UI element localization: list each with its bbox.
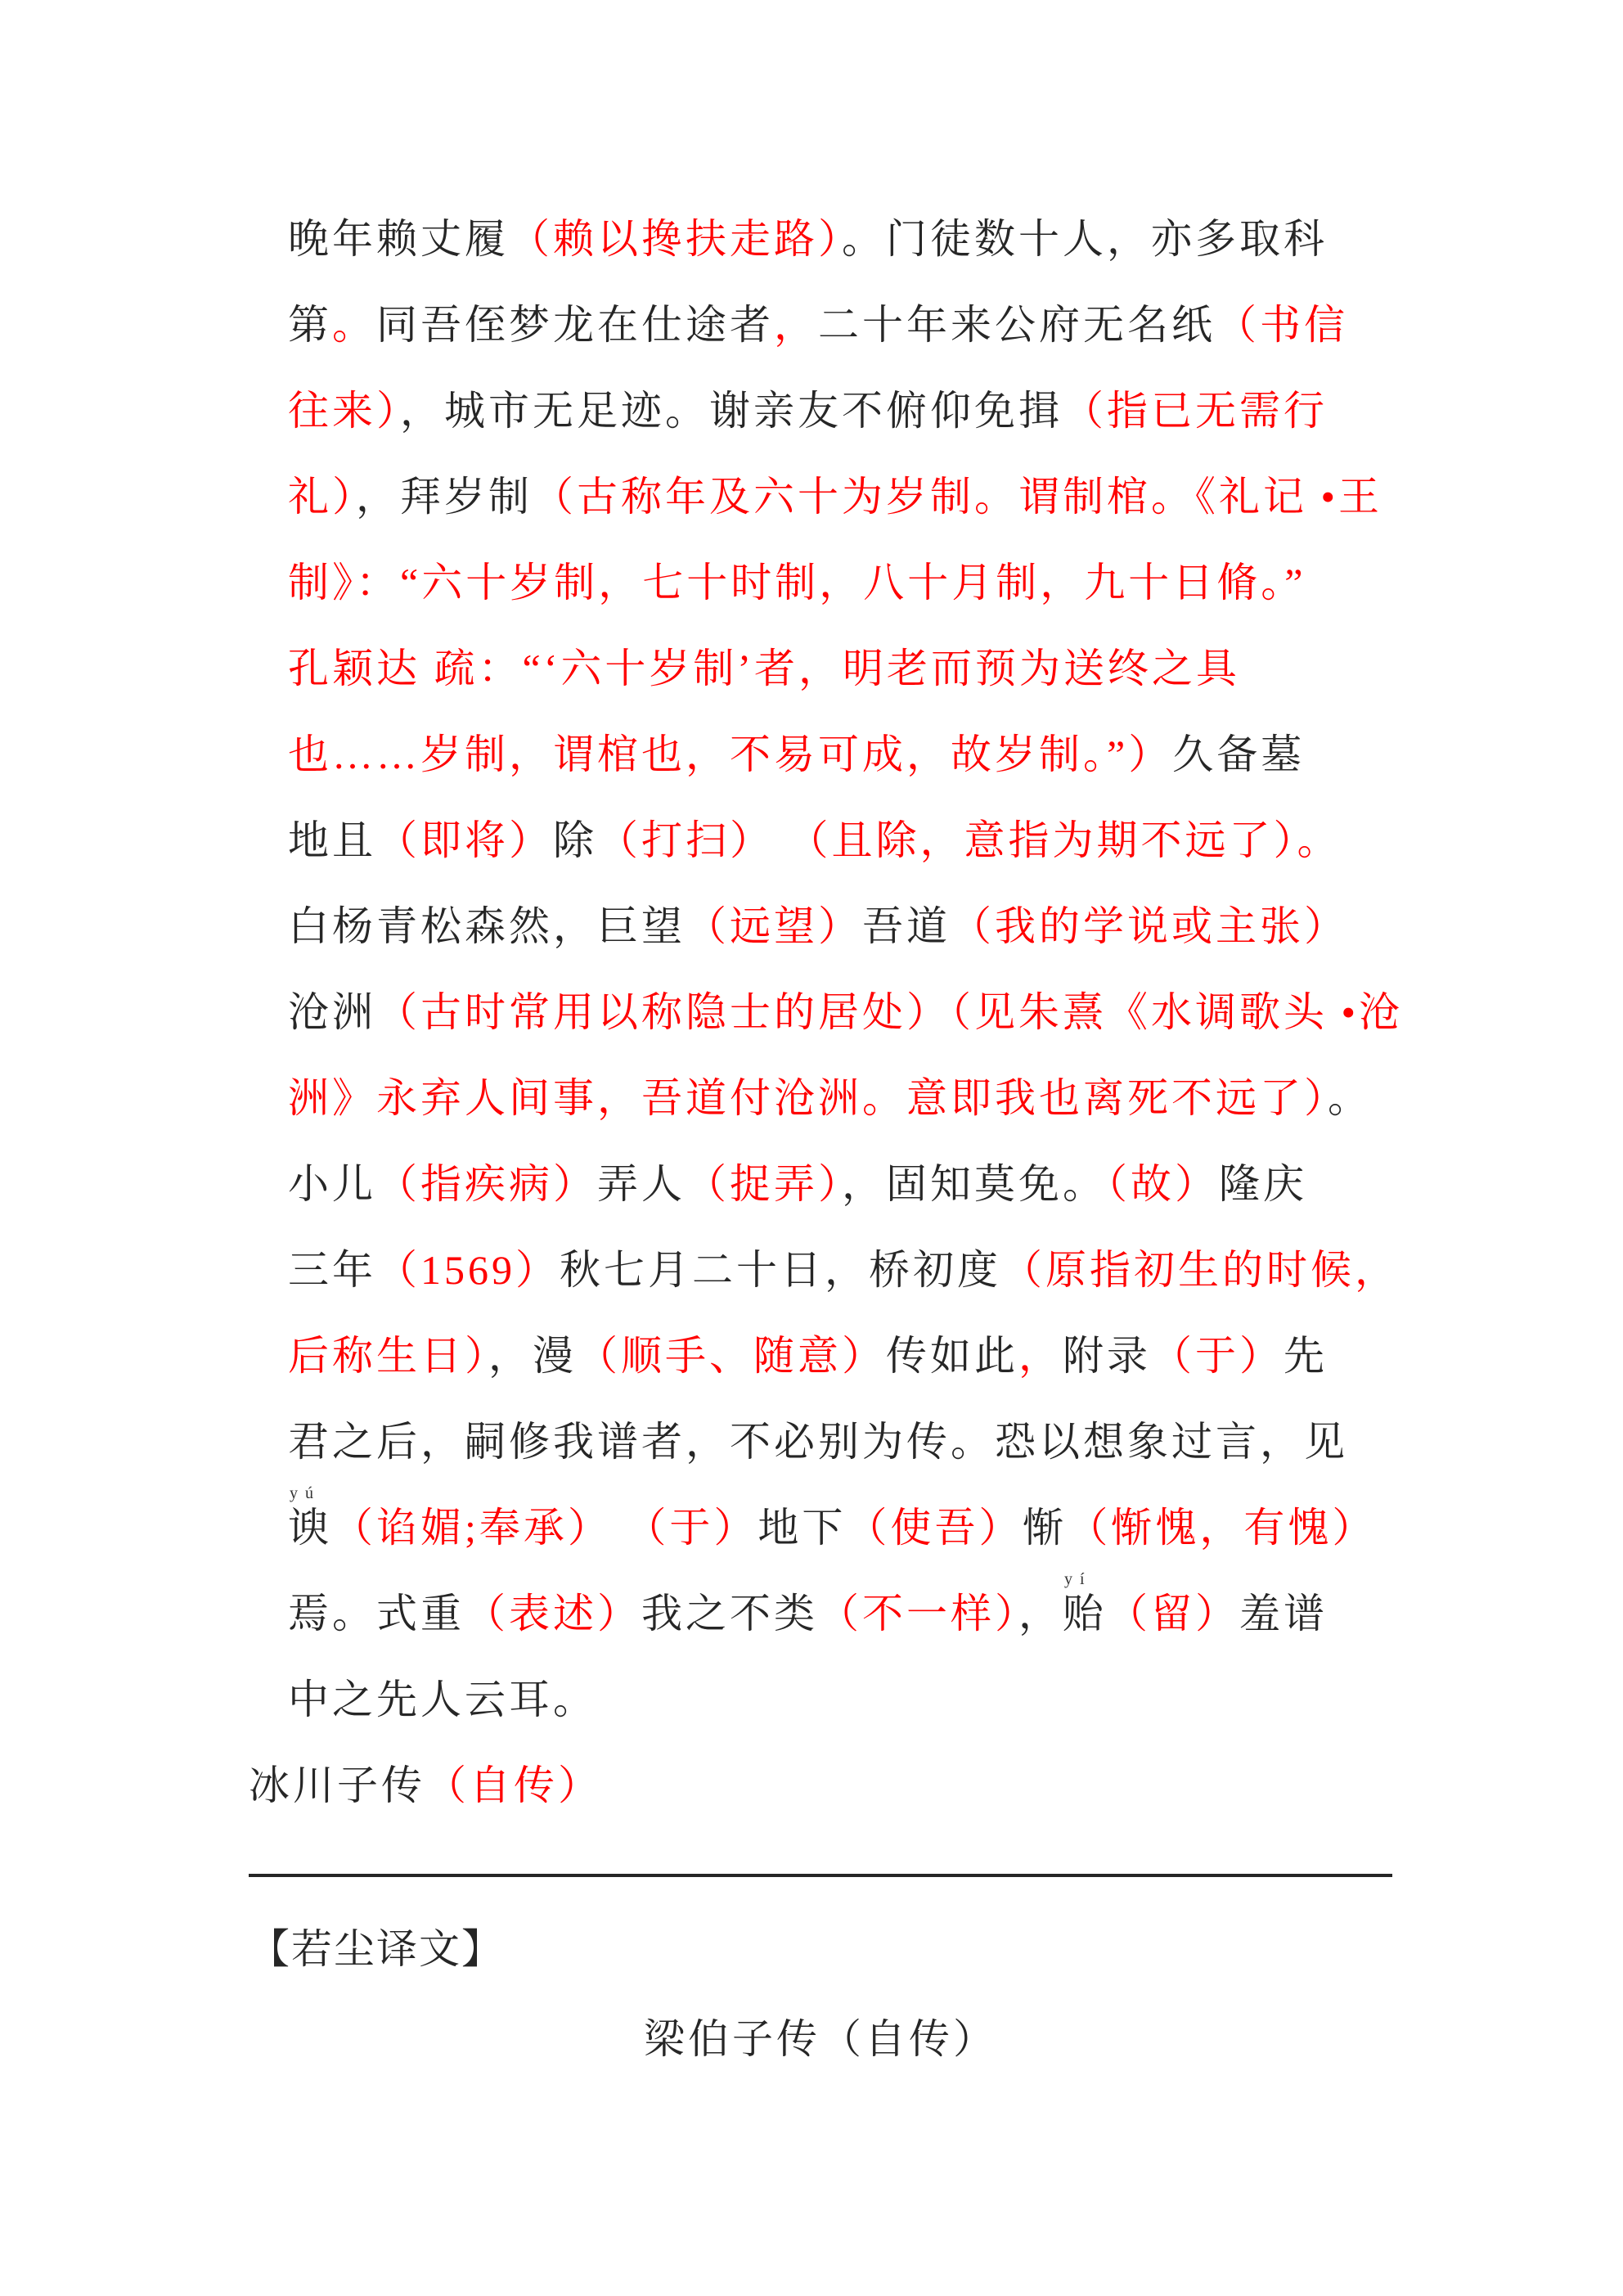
body-text: 隆庆	[1219, 1161, 1307, 1207]
text-line	[288, 1313, 1400, 1399]
body-text: ，城市无足迹。谢亲友不俯仰免揖	[400, 388, 1063, 434]
body-text: ，漫	[488, 1333, 577, 1379]
body-text: ，固知莫免。	[842, 1161, 1107, 1207]
body-text: 谀	[288, 1505, 332, 1551]
text-line	[288, 1485, 1400, 1571]
annotation-text: 也……岁制，谓棺也，不易可成，故岁制。”）	[288, 732, 1173, 777]
annotation-text: （即将）	[376, 817, 553, 863]
translated-title: 梁伯子传（自传）	[644, 2016, 997, 2062]
section-divider	[249, 1874, 1392, 1877]
annotation-text: （自传）	[425, 1763, 602, 1808]
text-line	[288, 540, 1400, 626]
annotation-text: （不一样）	[818, 1591, 1018, 1636]
annotation-text: ，	[774, 302, 818, 348]
body-text: 第	[288, 302, 332, 348]
text-line	[288, 712, 1400, 798]
annotation-text: 制》：“六十岁制，七十时制，八十月制，九十日脩。”	[288, 560, 1306, 606]
body-text: 附录	[1063, 1333, 1151, 1379]
body-text: 秋七月二十日，桥初度	[560, 1247, 1001, 1293]
body-text: 贻	[1063, 1591, 1107, 1636]
annotation-text: 孔颖达 疏：“‘六十岁制’者，明老而预为送终之具	[288, 646, 1240, 691]
annotation-text: （古时常用以称隐士的居处）（见朱熹《水调歌头 •沧	[376, 989, 1404, 1035]
text-line	[288, 1657, 1400, 1743]
annotation-text: 。	[332, 302, 376, 348]
annotation-text: （捉弄）	[686, 1161, 842, 1207]
pinyin-label: y í	[1064, 1570, 1086, 1588]
body-text: 除	[553, 817, 597, 863]
annotation-text: （指已无需行	[1063, 388, 1328, 434]
body-text: 。	[1328, 1075, 1372, 1121]
annotation-text: （指疾病）	[376, 1161, 597, 1207]
text-line	[288, 368, 1400, 454]
annotation-text: （赖以搀扶走路）	[509, 216, 842, 262]
pinyin-annotated-char	[288, 1485, 332, 1571]
body-text: 君之后，嗣修我谱者，不必别为传。恐以想象过言，见	[288, 1419, 1348, 1465]
annotation-text: 后称生日）	[288, 1333, 488, 1379]
annotation-text: （书信	[1216, 302, 1348, 348]
signature-line	[249, 1743, 1400, 1829]
annotation-text: （打扫） （且除，意指为期不远了）。	[597, 817, 1342, 863]
body-paragraph	[249, 196, 1404, 1829]
text-line	[288, 1056, 1400, 1141]
text-line	[288, 798, 1400, 884]
annotation-text: 礼）	[288, 474, 356, 520]
annotation-text: （留）	[1107, 1591, 1239, 1636]
body-text: 先	[1284, 1333, 1328, 1379]
body-text: 羞谱	[1239, 1591, 1328, 1636]
annotation-text: （使吾）	[846, 1505, 1023, 1551]
text-line	[288, 1141, 1400, 1227]
pinyin-label: y ú	[290, 1484, 315, 1502]
text-line	[288, 626, 1400, 712]
body-text: 三年	[288, 1247, 376, 1293]
annotation-text: （原指初生的时候，	[1001, 1247, 1399, 1293]
annotation-text: （谄媚;奉承） （于）	[332, 1505, 758, 1551]
body-text: 二十年来公府无名纸	[818, 302, 1216, 348]
body-text: 地下	[758, 1505, 847, 1551]
body-text: 中之先人云耳。	[288, 1677, 597, 1722]
annotation-text: （惭愧，有愧）	[1067, 1505, 1377, 1551]
body-text: 传如此	[886, 1333, 1018, 1379]
text-line	[288, 884, 1400, 970]
text-line	[288, 1227, 1400, 1313]
body-text: 焉。式重	[288, 1591, 465, 1636]
body-text: 白杨青松森然，巨望	[288, 903, 686, 949]
body-text: 冰川子传	[249, 1763, 425, 1808]
body-text: 地且	[288, 817, 376, 863]
body-text: ，	[1018, 1591, 1063, 1636]
annotation-text: 往来）	[288, 388, 400, 434]
annotation-text: （古称年及六十为岁制。谓制棺。《礼记 •王	[533, 474, 1383, 520]
annotation-text: （远望）	[686, 903, 862, 949]
translator-section-label: 【若尘译文】	[249, 1926, 504, 1972]
body-text: 小儿	[288, 1161, 376, 1207]
text-line	[288, 282, 1400, 368]
annotation-text: （于）	[1151, 1333, 1284, 1379]
body-text: 晚年赖丈履	[288, 216, 509, 262]
annotation-text: （表述）	[465, 1591, 641, 1636]
text-line	[288, 1571, 1400, 1657]
body-text: 同吾侄梦龙在仕途者	[376, 302, 774, 348]
text-line	[288, 970, 1404, 1056]
annotation-text: （顺手、随意）	[577, 1333, 886, 1379]
body-text: 吾道	[862, 903, 951, 949]
text-line	[288, 1399, 1400, 1485]
body-text: 弄人	[597, 1161, 686, 1207]
annotation-text: （我的学说或主张）	[951, 903, 1348, 949]
annotation-text: （1569）	[376, 1247, 560, 1293]
body-text: 惭	[1023, 1505, 1068, 1551]
body-text: ，拜岁制	[356, 474, 533, 520]
annotation-text: （故）	[1107, 1161, 1219, 1207]
body-text: 。门徒数十人，亦多取科	[842, 216, 1328, 262]
pinyin-annotated-char	[1063, 1571, 1107, 1657]
annotation-text: ，	[1018, 1333, 1063, 1379]
body-text: 我之不类	[641, 1591, 818, 1636]
body-text: 久备墓	[1172, 732, 1306, 777]
annotation-text: 洲》永弃人间事，吾道付沧洲。意即我也离死不远了）	[288, 1075, 1328, 1121]
text-line	[288, 196, 1400, 282]
body-text: 沧洲	[288, 989, 376, 1035]
text-line	[288, 454, 1400, 540]
